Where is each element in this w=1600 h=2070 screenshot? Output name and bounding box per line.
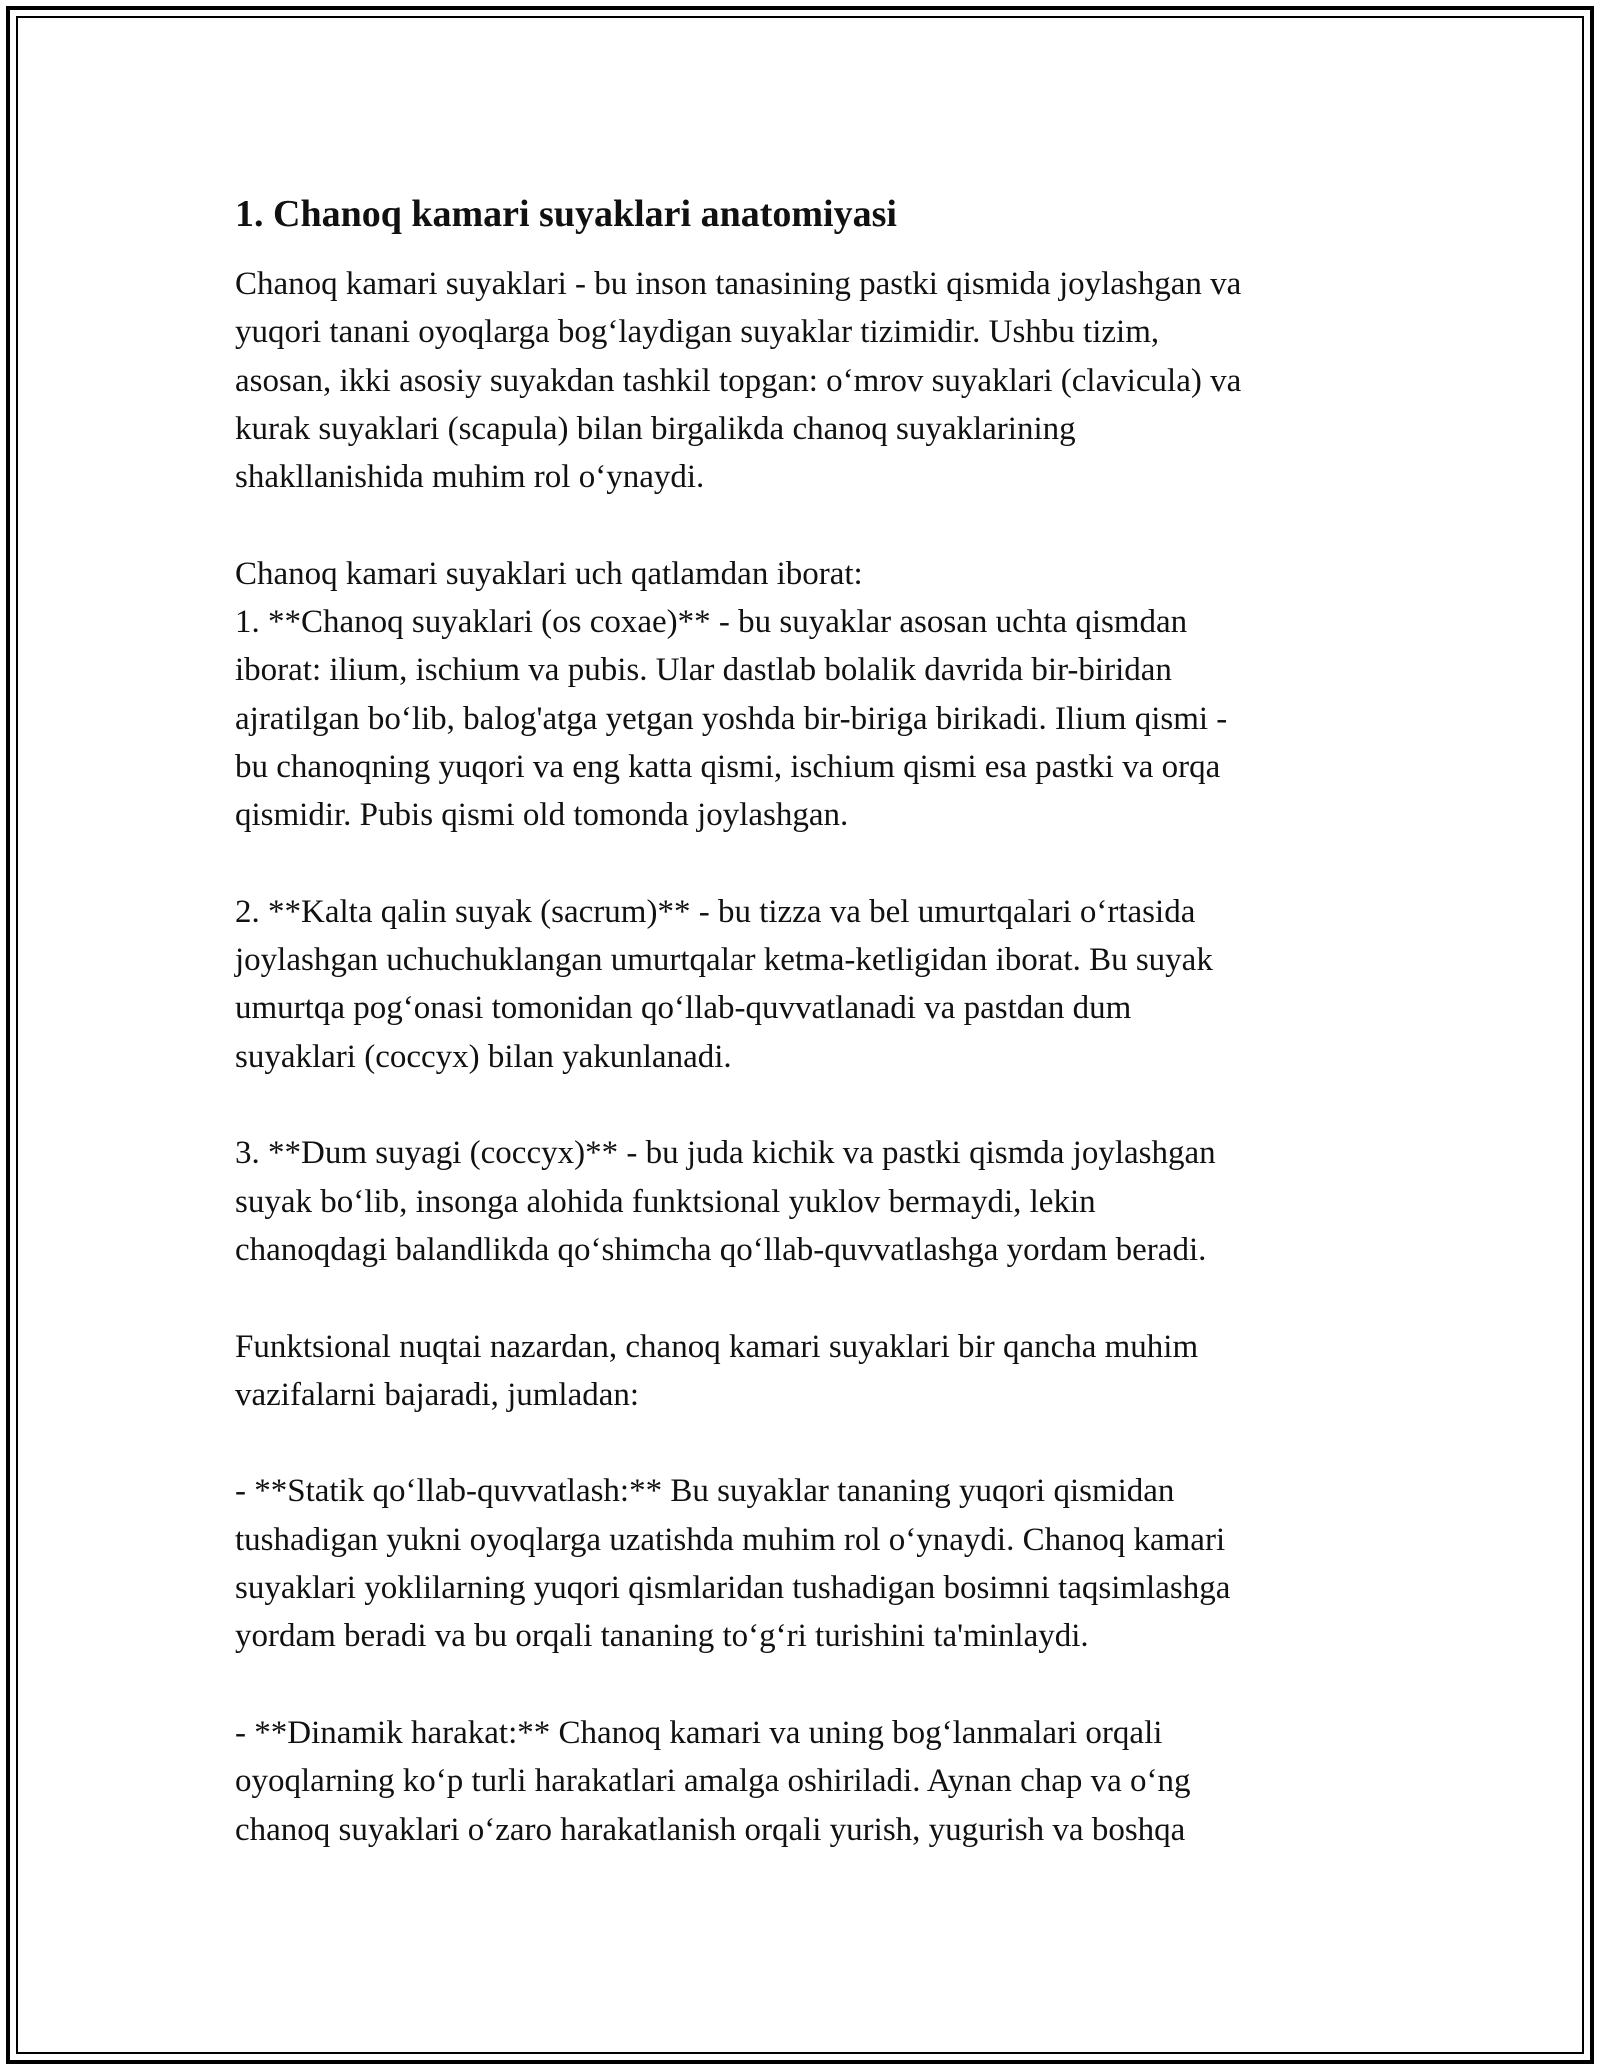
paragraph-intro: Chanoq kamari suyaklari - bu inson tanasining pastki qismida joylashgan va yuqori tanani oyoqlarga bog‘laydigan suyaklar tizimidir. Ushbu tizim, asosan, ikki asosiy suyakdan tashkil topgan: o‘mrov suyaklari (clavicula) va kurak suyaklari (scapula) bilan birgalikda chanoq suyaklarining shakllanishida muhim rol o‘ynaydi. <box>235 266 1242 496</box>
paragraph-spacer <box>235 501 1375 549</box>
paragraph-dynamic-movement: - **Dinamik harakat:** Chanoq kamari va uning bog‘lanmalari orqali oyoqlarning ko‘p turli harakatlari amalga oshiriladi. Aynan chap va o‘ng chanoq suyaklari o‘zaro harakatlanish orqali yurish, yugurish va boshqa <box>235 1714 1191 1848</box>
section-heading: 1. Chanoq kamari suyaklari anatomiyasi <box>235 193 897 235</box>
paragraph-spacer <box>235 1419 1375 1467</box>
paragraph-coccyx: 3. **Dum suyagi (coccyx)** - bu juda kichik va pastki qismda joylashgan suyak bo‘lib, insonga alohida funktsional yuklov bermaydi, lekin chanoqdagi balandlikda qo‘shimcha qo‘llab-quvvatlashga yordam beradi. <box>235 1135 1216 1268</box>
paragraph-static-support: - **Statik qo‘llab-quvvatlash:** Bu suyaklar tananing yuqori qismidan tushadigan yukni oyoqlarga uzatishda muhim rol o‘ynaydi. Chanoq kamari suyaklari yoklilarning yuqori qismlaridan tushadigan bosimni taqsimlashga yordam beradi va bu orqali tananing to‘g‘ri turishini ta'minlaydi. <box>235 1473 1231 1655</box>
paragraph-spacer <box>235 1274 1375 1322</box>
paragraph-spacer <box>235 1081 1375 1129</box>
paragraph-spacer <box>235 840 1375 888</box>
paragraph-spacer <box>235 1661 1375 1709</box>
paragraph-layers-os-coxae: Chanoq kamari suyaklari uch qatlamdan iborat: 1. **Chanoq suyaklari (os coxae)** - bu suyaklar asosan uchta qismdan iborat: ilium, ischium va pubis. Ular dastlab bolalik davrida bir-biridan ajratilgan bo‘lib, balog'atga yetgan yoshda bir-biriga birikadi. Ilium qismi - bu chanoqning yuqori va eng katta qismi, ischium qismi esa pastki va orqa qismidir. Pubis qismi old tomonda joylashgan. <box>235 555 1228 834</box>
paragraph-functions-intro: Funktsional nuqtai nazardan, chanoq kamari suyaklari bir qancha muhim vazifalarni bajaradi, jumladan: <box>235 1328 1199 1413</box>
paragraph-sacrum: 2. **Kalta qalin suyak (sacrum)** - bu tizza va bel umurtqalari o‘rtasida joylashgan uchuchuklangan umurtqalar ketma-ketligidan iborat. Bu suyak umurtqa pog‘onasi tomonidan qo‘llab-quvvatlanadi va pastdan dum suyaklari (coccyx) bilan yakunlanadi. <box>235 893 1213 1075</box>
document-body <box>235 186 1375 1854</box>
